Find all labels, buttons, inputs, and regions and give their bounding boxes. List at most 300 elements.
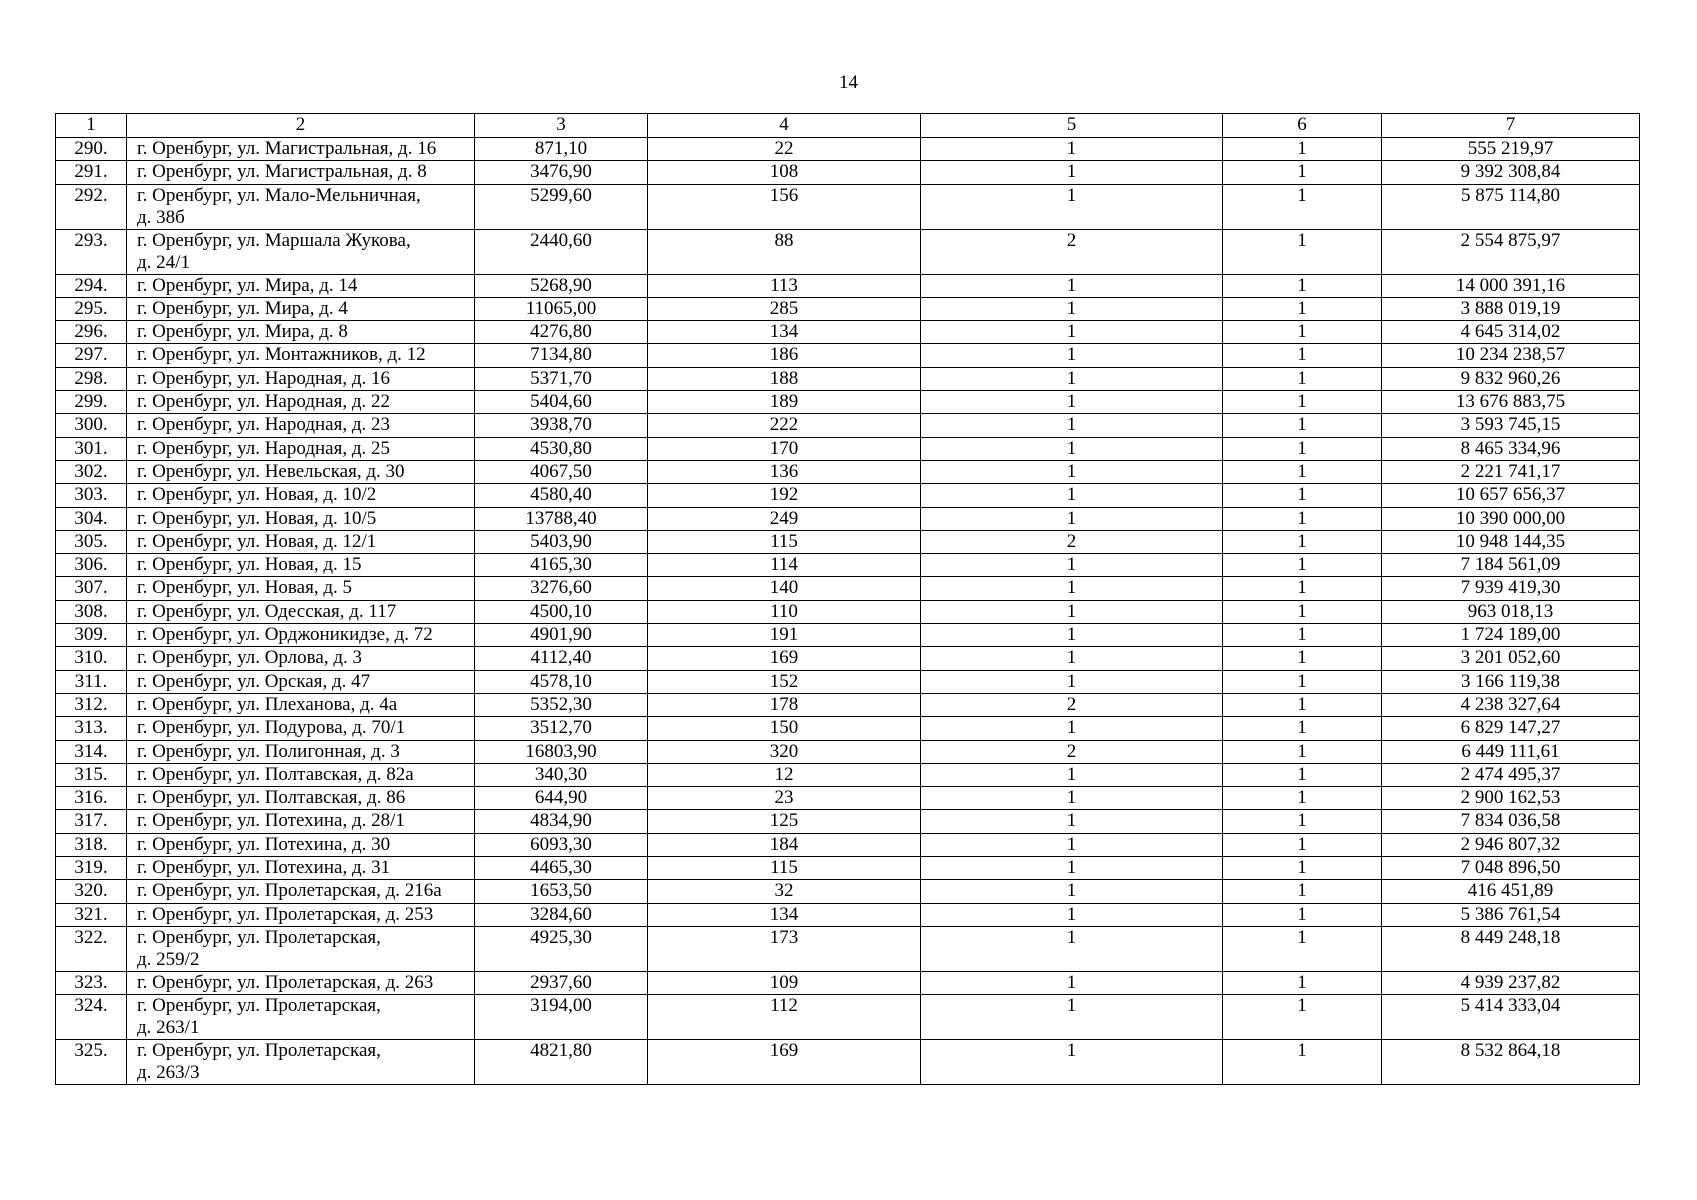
cell-row-number: 319.: [56, 857, 127, 880]
cell-amount: 10 948 144,35: [1382, 530, 1640, 553]
cell-col6-value: 1: [1223, 880, 1382, 903]
cell-amount: 3 888 019,19: [1382, 297, 1640, 320]
cell-count: 222: [648, 414, 921, 437]
cell-col5-value: 1: [921, 507, 1223, 530]
cell-col6-value: 1: [1223, 971, 1382, 994]
table-row: [56, 693, 1640, 716]
cell-row-number: 299.: [56, 391, 127, 414]
cell-amount: 8 449 248,18: [1382, 926, 1640, 971]
cell-row-number: 325.: [56, 1040, 127, 1085]
cell-row-number: 293.: [56, 229, 127, 274]
cell-amount: 416 451,89: [1382, 880, 1640, 903]
cell-count: 109: [648, 971, 921, 994]
cell-area: 2440,60: [475, 229, 648, 274]
cell-col6-value: 1: [1223, 229, 1382, 274]
cell-address: г. Оренбург, ул. Одесская, д. 117: [127, 600, 475, 623]
cell-col5-value: 1: [921, 460, 1223, 483]
cell-count: 192: [648, 484, 921, 507]
table-row: [56, 995, 1640, 1040]
cell-col6-value: 1: [1223, 530, 1382, 553]
cell-count: 23: [648, 787, 921, 810]
cell-col6-value: 1: [1223, 926, 1382, 971]
cell-area: 4834,90: [475, 810, 648, 833]
cell-count: 186: [648, 344, 921, 367]
table-row: [56, 391, 1640, 414]
cell-address: г. Оренбург, ул. Народная, д. 25: [127, 437, 475, 460]
cell-count: 112: [648, 995, 921, 1040]
cell-area: 3938,70: [475, 414, 648, 437]
cell-col6-value: 1: [1223, 554, 1382, 577]
cell-col5-value: 1: [921, 554, 1223, 577]
table-row: [56, 577, 1640, 600]
cell-area: 871,10: [475, 138, 648, 161]
cell-row-number: 292.: [56, 184, 127, 229]
cell-address: г. Оренбург, ул. Магистральная, д. 16: [127, 138, 475, 161]
cell-area: 1653,50: [475, 880, 648, 903]
cell-col6-value: 1: [1223, 437, 1382, 460]
cell-area: 644,90: [475, 787, 648, 810]
cell-area: 4925,30: [475, 926, 648, 971]
cell-amount: 3 201 052,60: [1382, 647, 1640, 670]
column-header-2: 2: [127, 114, 475, 138]
column-header-5: 5: [921, 114, 1223, 138]
cell-count: 114: [648, 554, 921, 577]
cell-amount: 13 676 883,75: [1382, 391, 1640, 414]
cell-col6-value: 1: [1223, 274, 1382, 297]
table-row: [56, 274, 1640, 297]
cell-address: г. Оренбург, ул. Плеханова, д. 4а: [127, 693, 475, 716]
cell-area: 4530,80: [475, 437, 648, 460]
cell-area: 4500,10: [475, 600, 648, 623]
cell-address: г. Оренбург, ул. Полигонная, д. 3: [127, 740, 475, 763]
cell-count: 152: [648, 670, 921, 693]
table-body: [56, 138, 1640, 1085]
cell-area: 4580,40: [475, 484, 648, 507]
cell-address: г. Оренбург, ул. Мира, д. 8: [127, 321, 475, 344]
cell-row-number: 316.: [56, 787, 127, 810]
cell-amount: 8 465 334,96: [1382, 437, 1640, 460]
cell-col5-value: 1: [921, 577, 1223, 600]
cell-area: 5268,90: [475, 274, 648, 297]
table-row: [56, 161, 1640, 184]
cell-area: 5352,30: [475, 693, 648, 716]
cell-count: 320: [648, 740, 921, 763]
cell-row-number: 324.: [56, 995, 127, 1040]
cell-count: 191: [648, 624, 921, 647]
cell-row-number: 322.: [56, 926, 127, 971]
cell-area: 4821,80: [475, 1040, 648, 1085]
cell-col5-value: 1: [921, 833, 1223, 856]
cell-address: г. Оренбург, ул. Народная, д. 16: [127, 367, 475, 390]
cell-row-number: 321.: [56, 903, 127, 926]
cell-count: 285: [648, 297, 921, 320]
cell-row-number: 311.: [56, 670, 127, 693]
cell-amount: 7 184 561,09: [1382, 554, 1640, 577]
cell-area: 4276,80: [475, 321, 648, 344]
cell-col6-value: 1: [1223, 995, 1382, 1040]
cell-area: 3476,90: [475, 161, 648, 184]
cell-col6-value: 1: [1223, 138, 1382, 161]
table-row: [56, 530, 1640, 553]
cell-amount: 2 554 875,97: [1382, 229, 1640, 274]
cell-count: 150: [648, 717, 921, 740]
cell-address: г. Оренбург, ул. Новая, д. 10/2: [127, 484, 475, 507]
cell-amount: 4 939 237,82: [1382, 971, 1640, 994]
cell-amount: 555 219,97: [1382, 138, 1640, 161]
cell-row-number: 305.: [56, 530, 127, 553]
cell-col6-value: 1: [1223, 577, 1382, 600]
cell-row-number: 301.: [56, 437, 127, 460]
cell-count: 169: [648, 1040, 921, 1085]
table-row: [56, 647, 1640, 670]
cell-address: г. Оренбург, ул. Орджоникидзе, д. 72: [127, 624, 475, 647]
cell-row-number: 315.: [56, 763, 127, 786]
cell-address: г. Оренбург, ул. Новая, д. 12/1: [127, 530, 475, 553]
table-row: [56, 740, 1640, 763]
cell-amount: 9 392 308,84: [1382, 161, 1640, 184]
cell-count: 22: [648, 138, 921, 161]
cell-area: 11065,00: [475, 297, 648, 320]
table-header: [56, 114, 1640, 138]
cell-col5-value: 1: [921, 344, 1223, 367]
cell-amount: 2 474 495,37: [1382, 763, 1640, 786]
cell-address: г. Оренбург, ул. Потехина, д. 28/1: [127, 810, 475, 833]
cell-count: 125: [648, 810, 921, 833]
cell-count: 113: [648, 274, 921, 297]
cell-count: 134: [648, 903, 921, 926]
table-row: [56, 926, 1640, 971]
cell-col5-value: 1: [921, 995, 1223, 1040]
cell-col6-value: 1: [1223, 460, 1382, 483]
table-row: [56, 763, 1640, 786]
column-header-1: 1: [56, 114, 127, 138]
cell-count: 88: [648, 229, 921, 274]
cell-col6-value: 1: [1223, 903, 1382, 926]
cell-count: 170: [648, 437, 921, 460]
cell-col6-value: 1: [1223, 740, 1382, 763]
cell-address: г. Оренбург, ул. Магистральная, д. 8: [127, 161, 475, 184]
cell-col5-value: 1: [921, 717, 1223, 740]
cell-address: г. Оренбург, ул. Полтавская, д. 82а: [127, 763, 475, 786]
cell-col6-value: 1: [1223, 1040, 1382, 1085]
cell-area: 5299,60: [475, 184, 648, 229]
table-row: [56, 484, 1640, 507]
table-row: [56, 624, 1640, 647]
cell-amount: 7 048 896,50: [1382, 857, 1640, 880]
cell-count: 110: [648, 600, 921, 623]
cell-count: 32: [648, 880, 921, 903]
cell-col5-value: 1: [921, 184, 1223, 229]
table-row: [56, 460, 1640, 483]
cell-col5-value: 1: [921, 297, 1223, 320]
cell-address: г. Оренбург, ул. Подурова, д. 70/1: [127, 717, 475, 740]
table-row: [56, 810, 1640, 833]
cell-area: 3276,60: [475, 577, 648, 600]
cell-count: 156: [648, 184, 921, 229]
cell-col6-value: 1: [1223, 624, 1382, 647]
cell-count: 188: [648, 367, 921, 390]
cell-col6-value: 1: [1223, 857, 1382, 880]
cell-amount: 9 832 960,26: [1382, 367, 1640, 390]
cell-col5-value: 1: [921, 880, 1223, 903]
cell-address: г. Оренбург, ул. Народная, д. 22: [127, 391, 475, 414]
cell-amount: 7 939 419,30: [1382, 577, 1640, 600]
cell-row-number: 312.: [56, 693, 127, 716]
cell-row-number: 296.: [56, 321, 127, 344]
cell-col6-value: 1: [1223, 670, 1382, 693]
cell-col6-value: 1: [1223, 297, 1382, 320]
cell-address: г. Оренбург, ул. Мира, д. 4: [127, 297, 475, 320]
cell-col6-value: 1: [1223, 414, 1382, 437]
table-row: [56, 229, 1640, 274]
cell-row-number: 290.: [56, 138, 127, 161]
cell-address: г. Оренбург, ул. Мира, д. 14: [127, 274, 475, 297]
cell-address: г. Оренбург, ул. Пролетарская, д. 263/1: [127, 995, 475, 1040]
cell-address: г. Оренбург, ул. Мало-Мельничная, д. 38б: [127, 184, 475, 229]
cell-address: г. Оренбург, ул. Пролетарская, д. 216а: [127, 880, 475, 903]
table-row: [56, 507, 1640, 530]
cell-address: г. Оренбург, ул. Новая, д. 15: [127, 554, 475, 577]
cell-amount: 2 221 741,17: [1382, 460, 1640, 483]
cell-col5-value: 1: [921, 138, 1223, 161]
cell-amount: 5 386 761,54: [1382, 903, 1640, 926]
cell-area: 4165,30: [475, 554, 648, 577]
cell-area: 4112,40: [475, 647, 648, 670]
cell-count: 115: [648, 857, 921, 880]
cell-count: 12: [648, 763, 921, 786]
cell-col5-value: 1: [921, 647, 1223, 670]
cell-col6-value: 1: [1223, 647, 1382, 670]
cell-col6-value: 1: [1223, 321, 1382, 344]
cell-count: 140: [648, 577, 921, 600]
cell-amount: 5 414 333,04: [1382, 995, 1640, 1040]
cell-col5-value: 2: [921, 740, 1223, 763]
table-row: [56, 414, 1640, 437]
table-row: [56, 903, 1640, 926]
cell-count: 184: [648, 833, 921, 856]
cell-col5-value: 1: [921, 903, 1223, 926]
cell-amount: 4 645 314,02: [1382, 321, 1640, 344]
cell-area: 4465,30: [475, 857, 648, 880]
cell-count: 249: [648, 507, 921, 530]
cell-row-number: 291.: [56, 161, 127, 184]
column-header-3: 3: [475, 114, 648, 138]
cell-area: 4901,90: [475, 624, 648, 647]
table-row: [56, 971, 1640, 994]
cell-row-number: 323.: [56, 971, 127, 994]
cell-col6-value: 1: [1223, 833, 1382, 856]
cell-col5-value: 1: [921, 787, 1223, 810]
cell-row-number: 297.: [56, 344, 127, 367]
cell-row-number: 317.: [56, 810, 127, 833]
table-row: [56, 184, 1640, 229]
cell-address: г. Оренбург, ул. Пролетарская, д. 263/3: [127, 1040, 475, 1085]
cell-col6-value: 1: [1223, 391, 1382, 414]
cell-area: 3194,00: [475, 995, 648, 1040]
cell-area: 13788,40: [475, 507, 648, 530]
cell-area: 7134,80: [475, 344, 648, 367]
table-row: [56, 880, 1640, 903]
cell-col6-value: 1: [1223, 161, 1382, 184]
cell-amount: 5 875 114,80: [1382, 184, 1640, 229]
cell-row-number: 308.: [56, 600, 127, 623]
cell-row-number: 294.: [56, 274, 127, 297]
cell-row-number: 307.: [56, 577, 127, 600]
cell-row-number: 309.: [56, 624, 127, 647]
cell-row-number: 300.: [56, 414, 127, 437]
cell-amount: 10 234 238,57: [1382, 344, 1640, 367]
table-row: [56, 437, 1640, 460]
cell-col6-value: 1: [1223, 810, 1382, 833]
cell-row-number: 318.: [56, 833, 127, 856]
cell-address: г. Оренбург, ул. Потехина, д. 30: [127, 833, 475, 856]
cell-count: 115: [648, 530, 921, 553]
cell-address: г. Оренбург, ул. Невельская, д. 30: [127, 460, 475, 483]
cell-area: 3512,70: [475, 717, 648, 740]
cell-area: 16803,90: [475, 740, 648, 763]
cell-area: 5403,90: [475, 530, 648, 553]
cell-col6-value: 1: [1223, 763, 1382, 786]
cell-row-number: 310.: [56, 647, 127, 670]
cell-address: г. Оренбург, ул. Новая, д. 5: [127, 577, 475, 600]
cell-address: г. Оренбург, ул. Народная, д. 23: [127, 414, 475, 437]
cell-count: 173: [648, 926, 921, 971]
cell-amount: 10 390 000,00: [1382, 507, 1640, 530]
cell-col5-value: 1: [921, 367, 1223, 390]
cell-col5-value: 1: [921, 484, 1223, 507]
cell-col5-value: 1: [921, 810, 1223, 833]
cell-col5-value: 2: [921, 530, 1223, 553]
cell-amount: 1 724 189,00: [1382, 624, 1640, 647]
cell-col5-value: 1: [921, 391, 1223, 414]
cell-row-number: 304.: [56, 507, 127, 530]
table-row: [56, 344, 1640, 367]
cell-address: г. Оренбург, ул. Потехина, д. 31: [127, 857, 475, 880]
cell-col5-value: 2: [921, 229, 1223, 274]
cell-area: 5404,60: [475, 391, 648, 414]
cell-col6-value: 1: [1223, 600, 1382, 623]
cell-amount: 10 657 656,37: [1382, 484, 1640, 507]
cell-area: 4067,50: [475, 460, 648, 483]
table-row: [56, 857, 1640, 880]
cell-col5-value: 1: [921, 971, 1223, 994]
cell-area: 5371,70: [475, 367, 648, 390]
cell-col6-value: 1: [1223, 507, 1382, 530]
table-row: [56, 138, 1640, 161]
cell-address: г. Оренбург, ул. Пролетарская, д. 259/2: [127, 926, 475, 971]
cell-row-number: 306.: [56, 554, 127, 577]
cell-row-number: 295.: [56, 297, 127, 320]
cell-area: 2937,60: [475, 971, 648, 994]
header-row: [56, 114, 1640, 138]
data-table: [55, 113, 1640, 1085]
cell-amount: 2 900 162,53: [1382, 787, 1640, 810]
page-number: 14: [839, 72, 858, 93]
cell-col5-value: 1: [921, 437, 1223, 460]
cell-area: 3284,60: [475, 903, 648, 926]
cell-col6-value: 1: [1223, 344, 1382, 367]
cell-count: 169: [648, 647, 921, 670]
cell-col5-value: 1: [921, 414, 1223, 437]
cell-row-number: 320.: [56, 880, 127, 903]
cell-address: г. Оренбург, ул. Новая, д. 10/5: [127, 507, 475, 530]
cell-address: г. Оренбург, ул. Пролетарская, д. 263: [127, 971, 475, 994]
cell-col5-value: 2: [921, 693, 1223, 716]
table-row: [56, 367, 1640, 390]
cell-col6-value: 1: [1223, 367, 1382, 390]
table-row: [56, 833, 1640, 856]
cell-count: 136: [648, 460, 921, 483]
cell-col5-value: 1: [921, 926, 1223, 971]
cell-address: г. Оренбург, ул. Орская, д. 47: [127, 670, 475, 693]
cell-row-number: 314.: [56, 740, 127, 763]
cell-amount: 3 166 119,38: [1382, 670, 1640, 693]
cell-col5-value: 1: [921, 600, 1223, 623]
cell-count: 178: [648, 693, 921, 716]
cell-amount: 6 829 147,27: [1382, 717, 1640, 740]
cell-amount: 3 593 745,15: [1382, 414, 1640, 437]
cell-count: 134: [648, 321, 921, 344]
cell-amount: 4 238 327,64: [1382, 693, 1640, 716]
table-row: [56, 554, 1640, 577]
cell-amount: 7 834 036,58: [1382, 810, 1640, 833]
cell-area: 6093,30: [475, 833, 648, 856]
cell-col5-value: 1: [921, 321, 1223, 344]
cell-col5-value: 1: [921, 857, 1223, 880]
cell-col5-value: 1: [921, 274, 1223, 297]
cell-row-number: 303.: [56, 484, 127, 507]
cell-address: г. Оренбург, ул. Орлова, д. 3: [127, 647, 475, 670]
cell-col5-value: 1: [921, 161, 1223, 184]
table-row: [56, 670, 1640, 693]
cell-amount: 8 532 864,18: [1382, 1040, 1640, 1085]
cell-col5-value: 1: [921, 624, 1223, 647]
column-header-6: 6: [1223, 114, 1382, 138]
cell-col6-value: 1: [1223, 484, 1382, 507]
table-row: [56, 321, 1640, 344]
table-row: [56, 297, 1640, 320]
cell-address: г. Оренбург, ул. Полтавская, д. 86: [127, 787, 475, 810]
column-header-7: 7: [1382, 114, 1640, 138]
cell-row-number: 302.: [56, 460, 127, 483]
cell-count: 189: [648, 391, 921, 414]
cell-amount: 6 449 111,61: [1382, 740, 1640, 763]
table-row: [56, 717, 1640, 740]
table-row: [56, 787, 1640, 810]
cell-col6-value: 1: [1223, 184, 1382, 229]
table-row: [56, 600, 1640, 623]
cell-col5-value: 1: [921, 763, 1223, 786]
cell-amount: 14 000 391,16: [1382, 274, 1640, 297]
cell-address: г. Оренбург, ул. Пролетарская, д. 253: [127, 903, 475, 926]
cell-col5-value: 1: [921, 670, 1223, 693]
cell-col6-value: 1: [1223, 717, 1382, 740]
cell-col6-value: 1: [1223, 693, 1382, 716]
cell-area: 340,30: [475, 763, 648, 786]
table-row: [56, 1040, 1640, 1085]
cell-col5-value: 1: [921, 1040, 1223, 1085]
cell-row-number: 313.: [56, 717, 127, 740]
cell-address: г. Оренбург, ул. Маршала Жукова, д. 24/1: [127, 229, 475, 274]
cell-col6-value: 1: [1223, 787, 1382, 810]
cell-row-number: 298.: [56, 367, 127, 390]
cell-amount: 963 018,13: [1382, 600, 1640, 623]
cell-amount: 2 946 807,32: [1382, 833, 1640, 856]
cell-count: 108: [648, 161, 921, 184]
cell-address: г. Оренбург, ул. Монтажников, д. 12: [127, 344, 475, 367]
cell-area: 4578,10: [475, 670, 648, 693]
column-header-4: 4: [648, 114, 921, 138]
